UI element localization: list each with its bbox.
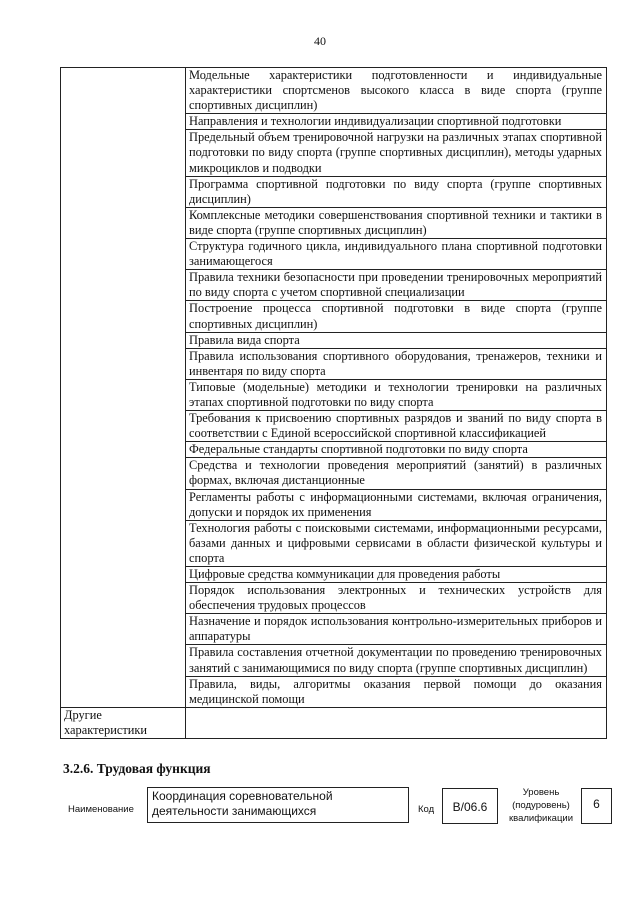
other-characteristics-label: Другие характеристики (61, 707, 186, 738)
page-number: 40 (314, 34, 326, 48)
knowledge-item: Федеральные стандарты спортивной подготовки по виду спорта (186, 442, 607, 458)
other-characteristics-value (186, 707, 607, 738)
knowledge-item: Правила составления отчетной документации по проведению тренировочных занятий с занимающимися по виду спорта (группе спортивных дисциплин) (186, 645, 607, 676)
knowledge-item: Правила техники безопасности при проведении тренировочных мероприятий по виду спорта с учетом спортивной специализации (186, 270, 607, 301)
labor-function-header (66, 786, 614, 834)
level-label: Уровень (подуровень) квалификации (508, 787, 574, 824)
other-characteristics-row (61, 707, 607, 738)
knowledge-item: Средства и технологии проведения мероприятий (занятий) в различных формах, включая дистанционные (186, 458, 607, 489)
knowledge-row (61, 68, 607, 114)
knowledge-category-cell (61, 68, 186, 708)
knowledge-item: Комплексные методики совершенствования спортивной техники и тактики в виде спорта (группе спортивных дисциплин) (186, 207, 607, 238)
knowledge-table-body (61, 68, 607, 739)
level-value: 6 (581, 788, 612, 824)
knowledge-item: Правила, виды, алгоритмы оказания первой помощи до оказания медицинской помощи (186, 676, 607, 707)
section-title: 3.2.6. Трудовая функция (63, 761, 211, 776)
name-value: Координация соревновательной деятельности занимающихся (147, 787, 409, 823)
knowledge-table (60, 67, 607, 739)
knowledge-item: Типовые (модельные) методики и технологии тренировки на различных этапах спортивной подготовки по виду спорта (186, 379, 607, 410)
knowledge-item: Назначение и порядок использования контрольно-измерительных приборов и аппаратуры (186, 614, 607, 645)
knowledge-item: Структура годичного цикла, индивидуального плана спортивной подготовки занимающегося (186, 239, 607, 270)
knowledge-item: Правила использования спортивного оборудования, тренажеров, техники и инвентаря по виду спорта (186, 348, 607, 379)
name-label: Наименование (68, 804, 134, 815)
knowledge-item: Построение процесса спортивной подготовки в виде спорта (группе спортивных дисциплин) (186, 301, 607, 332)
knowledge-item: Технология работы с поисковыми системами, информационными ресурсами, базами данных и цифровыми сервисами в области физической культуры и спорта (186, 520, 607, 566)
code-label: Код (418, 804, 435, 815)
code-value: В/06.6 (442, 788, 498, 824)
knowledge-item: Программа спортивной подготовки по виду спорта (группе спортивных дисциплин) (186, 176, 607, 207)
knowledge-item: Направления и технологии индивидуализации спортивной подготовки (186, 114, 607, 130)
knowledge-item: Предельный объем тренировочной нагрузки на различных этапах спортивной подготовки по виду спорта (группе спортивных дисциплин), методы ударных микроциклов и подводки (186, 130, 607, 176)
knowledge-item: Модельные характеристики подготовленности и индивидуальные характеристики спортсменов высокого класса в виде спорта (группе спортивных дисциплин) (186, 68, 607, 114)
knowledge-item: Порядок использования электронных и технических устройств для обеспечения трудовых процессов (186, 583, 607, 614)
knowledge-item: Правила вида спорта (186, 332, 607, 348)
knowledge-item: Цифровые средства коммуникации для проведения работы (186, 567, 607, 583)
knowledge-item: Регламенты работы с информационными системами, включая ограничения, допуски и порядок их применения (186, 489, 607, 520)
knowledge-item: Требования к присвоению спортивных разрядов и званий по виду спорта в соответствии с Единой всероссийской спортивной классификацией (186, 411, 607, 442)
